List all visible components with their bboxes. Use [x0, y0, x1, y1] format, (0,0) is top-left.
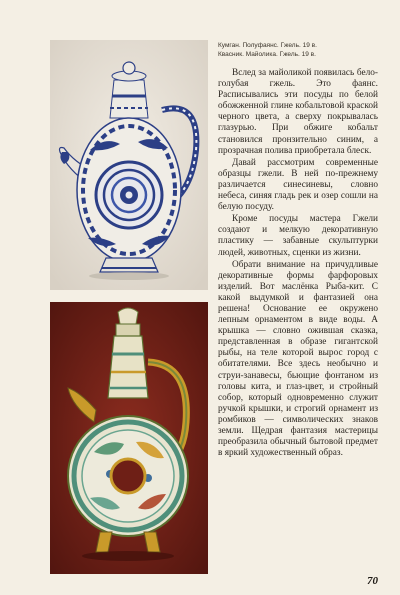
paragraph: Обрати внимание на причудливые декоративные формы фарфоровых изделий. Вот маслёнка Рыба-кит. С какой выдумкой и фантазией она решена! Основание ее окружено лепным орнаментом в виде воды. А крышка — словно ожившая сказка, представленная в образе гигантской рыбы, на теле которой вырос город с обитателями. Все здесь необычно и струи-занавесы, бьющие фонтаном из головы кита, и глаз-цвет, и стройный собор, который одновременно служит ручкой крышки, и строгий орнамент из ромбиков — символических знаков земли. Щедрая фантазия мастерицы преобразила обычный бытовой предмет в яркий художественный образ.	[218, 259, 378, 459]
paragraph: Вслед за майоликой появилась бело-голубая гжель. Это фаянс. Расписывались эти посуды по белой обожженной глине кобальтовой краской черного цвета, а сверху покрывалась глазурью. При обжиге кобальт становился пронзительно синим, а прозрачная поливa приобретала блеск.	[218, 68, 378, 156]
paragraph: Давай рассмотрим современные образцы гжели. В ней по-прежнему различается синесиневы, словно небеса, синяя гладь рек и озер сошли на белую посуду.	[218, 157, 378, 213]
kvasnik-photo	[50, 302, 208, 574]
photo-captions	[218, 42, 390, 59]
page-number: 70	[367, 575, 378, 587]
paragraph: Кроме посуды мастера Гжели создают и мелкую декоративную пластику — забавные скульптурки людей, животных, сценки из жизни.	[218, 214, 378, 258]
kumgan-photo	[50, 40, 208, 290]
caption-kvasnik: Квасник. Майолика. Гжель. 19 в.	[218, 50, 316, 58]
kvasnik-image	[50, 302, 208, 574]
caption-kumgan: Кумган. Полуфаянс. Гжель. 19 в.	[218, 42, 317, 49]
kumgan-image	[50, 40, 208, 290]
body-text	[218, 68, 378, 459]
